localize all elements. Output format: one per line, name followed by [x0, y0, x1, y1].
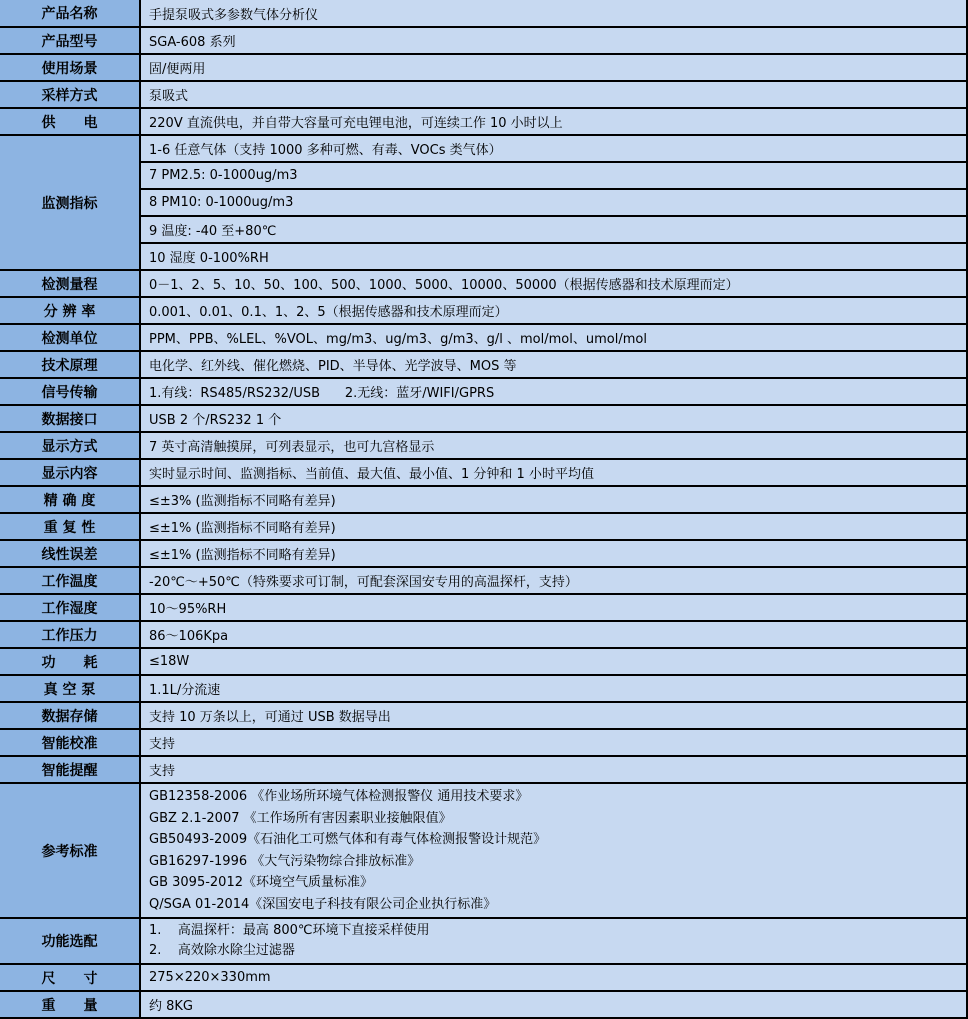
table-row	[0, 324, 967, 351]
value-line: GB 3095-2012《环境空气质量标准》	[149, 875, 373, 890]
table-row	[0, 567, 967, 594]
row-label: 分 辨 率	[0, 297, 140, 324]
row-value: 支持 10 万条以上，可通过 USB 数据导出	[140, 702, 967, 729]
table-row	[0, 964, 967, 991]
table-row	[0, 729, 967, 756]
row-label: 技术原理	[0, 351, 140, 378]
row-subvalue: 7 PM2.5: 0-1000ug/m3	[140, 162, 967, 189]
row-label: 使用场景	[0, 54, 140, 81]
row-label: 智能校准	[0, 729, 140, 756]
table-row	[0, 189, 967, 216]
row-value: 0－1、2、5、10、50、100、500、1000、5000、10000、50000（根据传感器和技术原理而定）	[140, 270, 967, 297]
row-multiline-value	[140, 783, 967, 918]
table-row	[0, 621, 967, 648]
row-value: 1.有线：RS485/RS232/USB 2.无线：蓝牙/WIFI/GPRS	[140, 378, 967, 405]
table-row	[0, 270, 967, 297]
value-line: Q/SGA 01-2014《深国安电子科技有限公司企业执行标准》	[149, 896, 497, 912]
row-value: ≤±1% (监测指标不同略有差异)	[140, 513, 967, 540]
row-label: 供 电	[0, 108, 140, 135]
row-label: 线性误差	[0, 540, 140, 567]
table-row	[0, 756, 967, 783]
row-value: 支持	[140, 756, 967, 783]
table-row	[0, 594, 967, 621]
row-subvalue: 9 温度: -40 至+80℃	[140, 216, 967, 243]
table-row	[0, 378, 967, 405]
row-value: USB 2 个/RS232 1 个	[140, 405, 967, 432]
table-row	[0, 216, 967, 243]
table-row	[0, 702, 967, 729]
row-value: 86～106Kpa	[140, 621, 967, 648]
row-label: 采样方式	[0, 81, 140, 108]
value-line: GB16297-1996 《大气污染物综合排放标准》	[149, 853, 421, 869]
value-line: GB12358-2006 《作业场所环境气体检测报警仪 通用技术要求》	[149, 789, 529, 804]
table-row	[0, 432, 967, 459]
row-label: 显示方式	[0, 432, 140, 459]
row-value: ≤±1% (监测指标不同略有差异)	[140, 540, 967, 567]
row-value: 220V 直流供电，并自带大容量可充电锂电池，可连续工作 10 小时以上	[140, 108, 967, 135]
table-row	[0, 540, 967, 567]
row-subvalue: 8 PM10: 0-1000ug/m3	[140, 189, 967, 216]
row-label: 数据接口	[0, 405, 140, 432]
value-line: GBZ 2.1-2007 《工作场所有害因素职业接触限值》	[149, 810, 452, 826]
row-label: 尺 寸	[0, 964, 140, 991]
row-value: 10～95%RH	[140, 594, 967, 621]
row-value: -20℃～+50℃（特殊要求可订制，可配套深国安专用的高温探杆，支持）	[140, 567, 967, 594]
value-line: 2. 高效除水除尘过滤器	[149, 943, 295, 958]
row-label: 精 确 度	[0, 486, 140, 513]
table-row	[0, 405, 967, 432]
table-row	[0, 54, 967, 81]
row-label: 检测量程	[0, 270, 140, 297]
table-row	[0, 27, 967, 54]
row-value: PPM、PPB、%LEL、%VOL、mg/m3、ug/m3、g/m3、g/l 、mol/mol、umol/mol	[140, 324, 967, 351]
row-value: ≤18W	[140, 648, 967, 675]
row-label: 产品型号	[0, 27, 140, 54]
table-row	[0, 162, 967, 189]
table-row	[0, 648, 967, 675]
row-label: 功能选配	[0, 918, 140, 964]
row-value: ≤±3% (监测指标不同略有差异)	[140, 486, 967, 513]
table-row	[0, 297, 967, 324]
row-label: 数据存储	[0, 702, 140, 729]
row-value: 泵吸式	[140, 81, 967, 108]
row-subvalue: 10 湿度 0-100%RH	[140, 243, 967, 270]
row-value: 实时显示时间、监测指标、当前值、最大值、最小值、1 分钟和 1 小时平均值	[140, 459, 967, 486]
table-row	[0, 513, 967, 540]
table-row	[0, 459, 967, 486]
row-value: 275×220×330mm	[140, 964, 967, 991]
table-row	[0, 81, 967, 108]
row-label: 真 空 泵	[0, 675, 140, 702]
row-subvalue: 1-6 任意气体（支持 1000 多种可燃、有毒、VOCs 类气体）	[140, 135, 967, 162]
row-value: 7 英寸高清触摸屏，可列表显示，也可九宫格显示	[140, 432, 967, 459]
table-row	[0, 243, 967, 270]
row-value: 支持	[140, 729, 967, 756]
row-label: 监测指标	[0, 135, 140, 270]
row-value: 约 8KG	[140, 991, 967, 1018]
row-label: 产品名称	[0, 0, 140, 27]
row-value: SGA-608 系列	[140, 27, 967, 54]
table-row	[0, 991, 967, 1018]
row-label: 智能提醒	[0, 756, 140, 783]
row-value: 1.1L/分流速	[140, 675, 967, 702]
value-line: 1. 高温探杆：最高 800℃环境下直接采样使用	[149, 923, 430, 938]
row-label: 参考标准	[0, 783, 140, 918]
row-multiline-value	[140, 918, 967, 964]
row-label: 工作压力	[0, 621, 140, 648]
table-row	[0, 675, 967, 702]
row-value: 固/便两用	[140, 54, 967, 81]
row-value: 手提泵吸式多参数气体分析仪	[140, 0, 967, 27]
table-row	[0, 0, 967, 27]
row-label: 工作温度	[0, 567, 140, 594]
value-line: GB50493-2009《石油化工可燃气体和有毒气体检测报警设计规范》	[149, 832, 547, 847]
row-value: 电化学、红外线、催化燃烧、PID、半导体、光学波导、MOS 等	[140, 351, 967, 378]
table-row	[0, 783, 967, 918]
row-label: 工作湿度	[0, 594, 140, 621]
row-label: 显示内容	[0, 459, 140, 486]
row-label: 检测单位	[0, 324, 140, 351]
table-row	[0, 918, 967, 964]
table-row	[0, 351, 967, 378]
table-row	[0, 486, 967, 513]
table-row	[0, 135, 967, 162]
row-value: 0.001、0.01、0.1、1、2、5（根据传感器和技术原理而定）	[140, 297, 967, 324]
row-label: 重 量	[0, 991, 140, 1018]
row-label: 重 复 性	[0, 513, 140, 540]
row-label: 信号传输	[0, 378, 140, 405]
row-label: 功 耗	[0, 648, 140, 675]
table-row	[0, 108, 967, 135]
